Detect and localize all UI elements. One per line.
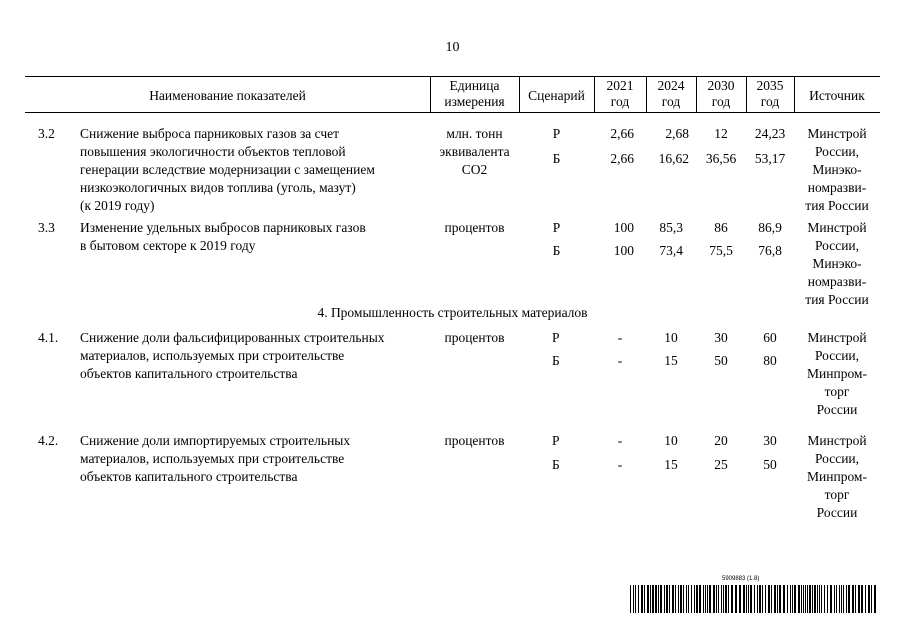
value-2030: 75,5 (709, 243, 733, 258)
header-source: Источник (809, 88, 865, 103)
value-2021: 2,66 (610, 151, 634, 166)
section-title: 4. Промышленность строительных материалов (317, 305, 588, 320)
value-2024: 10 (664, 433, 678, 448)
header-year-2021: 2021 год (606, 78, 634, 109)
value-2024: 15 (664, 353, 678, 368)
unit-cell: процентов (444, 330, 505, 345)
value-2030: 30 (714, 330, 728, 345)
value-2030: 20 (714, 433, 728, 448)
unit-cell: процентов (444, 220, 505, 235)
row-number: 3.2 (38, 126, 55, 141)
value-2024: 85,3 (659, 220, 683, 235)
scenario-b: Б (552, 353, 560, 368)
scenario-b: Б (552, 243, 561, 258)
table-header-top-rule (25, 76, 880, 77)
value-2030: 12 (714, 126, 728, 141)
unit-cell: млн. тонн эквивалента СО2 (439, 126, 510, 177)
header-year-2035: 2035 год (756, 78, 784, 109)
value-2021: - (617, 330, 623, 345)
value-2035: 53,17 (754, 151, 786, 166)
value-2035: 86,9 (758, 220, 782, 235)
source-cell: Минстрой России, Минпром- торг России (807, 330, 867, 417)
unit-cell: процентов (444, 433, 505, 448)
value-2024: 16,62 (658, 151, 689, 166)
row-number: 3.3 (38, 220, 55, 235)
value-2030: 86 (714, 220, 728, 235)
value-2021: - (617, 353, 623, 368)
scenario-r: Р (552, 330, 560, 345)
barcode-icon (630, 585, 878, 613)
header-year-2030: 2030 год (707, 78, 735, 109)
header-scenario: Сценарий (528, 88, 585, 103)
value-2021: - (617, 457, 623, 472)
scenario-r: Р (552, 126, 561, 141)
row-number: 4.1. (38, 330, 59, 345)
document-barcode (630, 576, 878, 616)
value-2035: 80 (763, 353, 777, 368)
value-2035: 60 (763, 330, 777, 345)
value-2024: 10 (664, 330, 678, 345)
value-2024: 15 (664, 457, 678, 472)
source-cell: Минстрой России, Минпром- торг России (807, 433, 867, 520)
indicator-name: Снижение выброса парниковых газов за счет повышения экологичности объектов тепловой генерации вследствие модернизации с замещением низкоэкологичных видов топлива (уголь, мазут) (к 2019 году) (80, 126, 375, 213)
indicator-name: Снижение доли импортируемых строительных материалов, используемых при строительстве объектов капитального строительства (80, 433, 351, 484)
scenario-b: Б (552, 151, 561, 166)
value-2021: 2,66 (610, 126, 634, 141)
value-2030: 50 (714, 353, 728, 368)
indicator-name: Снижение доли фальсифицированных строительных материалов, используемых при строительстве объектов капитального строительства (80, 330, 385, 381)
barcode-number: 5909883 (1.8) (722, 576, 760, 582)
value-2021: 100 (613, 243, 634, 258)
value-2030: 36,56 (705, 151, 737, 166)
value-2035: 76,8 (758, 243, 782, 258)
table-header-bottom-rule (25, 112, 880, 113)
header-unit: Единица измерения (444, 78, 505, 109)
value-2021: 100 (613, 220, 634, 235)
source-cell: Минстрой России, Минэко- номразви- тия России (805, 220, 869, 307)
value-2030: 25 (714, 457, 728, 472)
value-2035: 50 (763, 457, 777, 472)
value-2035: 30 (763, 433, 777, 448)
header-indicator-name: Наименование показателей (149, 88, 306, 103)
scenario-r: Р (552, 220, 561, 235)
source-cell: Минстрой России, Минэко- номразви- тия России (805, 126, 869, 213)
value-2024: 2,68 (665, 126, 689, 141)
value-2024: 73,4 (659, 243, 683, 258)
value-2021: - (617, 433, 623, 448)
scenario-r: Р (552, 433, 560, 448)
scenario-b: Б (552, 457, 560, 472)
header-year-2024: 2024 год (657, 78, 685, 109)
indicator-name: Изменение удельных выбросов парниковых газов в бытовом секторе к 2019 году (80, 220, 366, 253)
value-2035: 24,23 (754, 126, 786, 141)
row-number: 4.2. (38, 433, 59, 448)
page-number: 10 (445, 40, 460, 55)
